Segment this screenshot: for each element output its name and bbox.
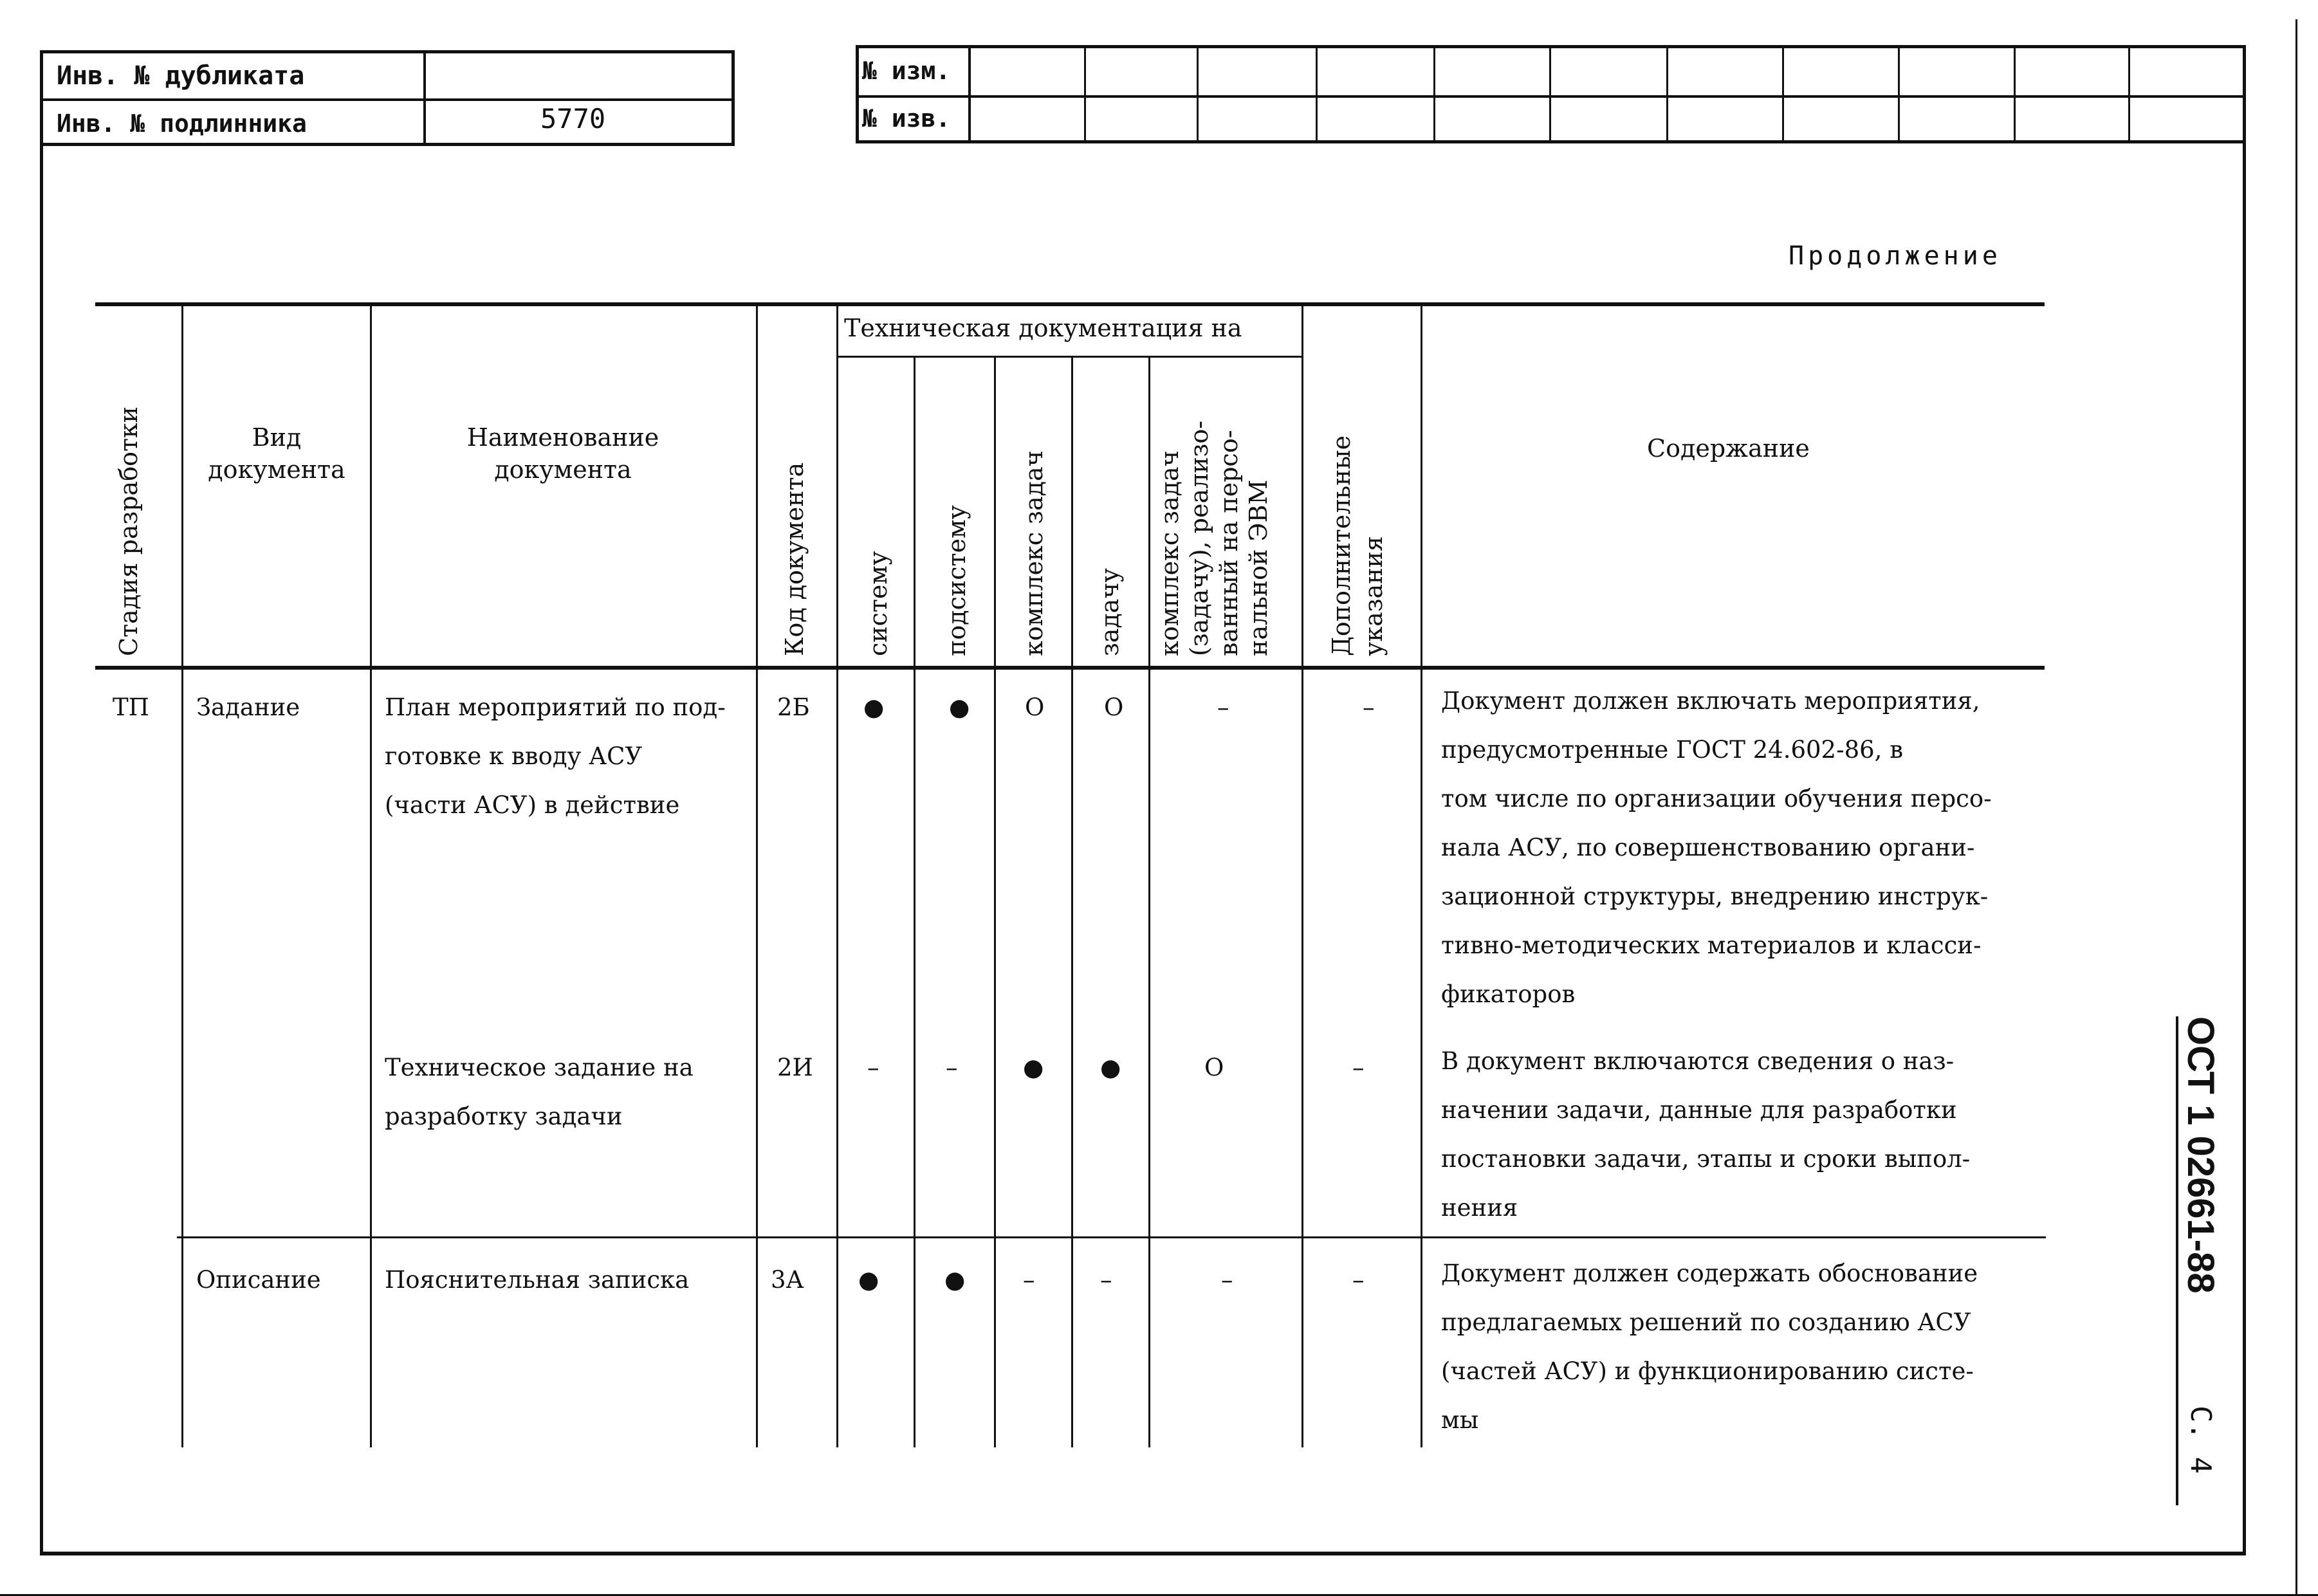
- col-line-subsys: [994, 356, 996, 1447]
- stamp-border-bot: [40, 143, 735, 146]
- rev-grid-col: [2014, 45, 2016, 143]
- rev-grid-col: [1084, 45, 1086, 143]
- rev-izm-label: № изм.: [862, 57, 951, 85]
- row1-code: 2Б: [777, 693, 810, 721]
- row2-content-4: нения: [1441, 1194, 1518, 1222]
- rev-grid-col: [1782, 45, 1784, 143]
- col-line-type: [370, 302, 372, 1447]
- row1-content-4: нала АСУ, по совершенствованию органи-: [1441, 834, 1975, 861]
- row3-type: Описание: [196, 1266, 321, 1294]
- row2-content-3: постановки задачи, этапы и сроки выпол-: [1441, 1145, 1971, 1173]
- stamp-border-mid: [40, 98, 735, 101]
- row1-name-1: План мероприятий по под-: [385, 693, 726, 721]
- row3-mark-subsys: ●: [944, 1266, 966, 1294]
- row3-code: 3А: [771, 1266, 804, 1294]
- stamp-orig-value: 5770: [540, 103, 606, 134]
- row2-mark-pc: О: [1204, 1054, 1224, 1081]
- col-line-sys: [914, 356, 915, 1447]
- row2-code: 2И: [777, 1054, 813, 1081]
- header-content: Содержание: [1647, 434, 1810, 463]
- row2-mark-task: ●: [1100, 1054, 1121, 1081]
- col-line-pc: [1302, 302, 1303, 1447]
- page-number: С. 4: [2184, 1406, 2217, 1474]
- header-subsys: подсистему: [943, 505, 971, 656]
- rev-grid-col: [1316, 45, 1318, 143]
- stamp-border-left: [40, 50, 43, 145]
- row2-extra: –: [1352, 1054, 1365, 1081]
- row1-content-5: зационной структуры, внедрению инструк-: [1441, 883, 1989, 910]
- rev-grid-col: [2128, 45, 2130, 143]
- row1-content-2: предусмотренные ГОСТ 24.602-86, в: [1441, 736, 1904, 764]
- row1-content-6: тивно-методических материалов и класси-: [1441, 931, 1982, 959]
- rev-grid-col: [1433, 45, 1435, 143]
- row1-name-3: (части АСУ) в действие: [385, 791, 680, 819]
- rev-grid-col: [1197, 45, 1199, 143]
- header-stage: Стадия разработки: [115, 406, 143, 656]
- row1-name-2: готовке к вводу АСУ: [385, 742, 643, 770]
- row1-mark-sys: ●: [863, 693, 885, 721]
- header-complex: комплекс задач: [1020, 450, 1048, 656]
- row1-mark-task: О: [1104, 693, 1124, 721]
- frame-left: [40, 143, 43, 1555]
- row3-content-1: Документ должен содержать обоснование: [1441, 1260, 1978, 1287]
- row2-content-2: начении задачи, данные для разработки: [1441, 1096, 1957, 1124]
- stamp-border-right: [731, 50, 735, 145]
- page-edge-right: [2295, 19, 2297, 1594]
- rev-grid-right: [2243, 45, 2246, 143]
- row3-mark-pc: –: [1221, 1266, 1233, 1294]
- row2-name-1: Техническое задание на: [385, 1054, 694, 1081]
- rev-izv-label: № изв.: [862, 104, 951, 133]
- continuation-label: Продолжение: [1789, 241, 2001, 271]
- row1-mark-subsys: ●: [949, 693, 970, 721]
- row1-content-7: фикаторов: [1441, 980, 1576, 1008]
- row-separator: [177, 1236, 2046, 1238]
- row3-mark-task: –: [1100, 1266, 1112, 1294]
- row3-content-3: (частей АСУ) и функционированию систе-: [1441, 1357, 1974, 1385]
- row2-name-2: разработку задачи: [385, 1103, 623, 1130]
- row1-mark-pc: –: [1217, 693, 1229, 721]
- col-line-name: [756, 302, 758, 1447]
- col-line-task: [1148, 356, 1150, 1447]
- row2-mark-subsys: –: [946, 1054, 958, 1081]
- header-pc: комплекс задач (задачу), реализо-ванный на персо-нальной ЭВМ: [1155, 420, 1273, 656]
- header-doc-name: Наименование документа: [466, 423, 659, 484]
- row2-mark-complex: ●: [1023, 1054, 1044, 1081]
- standard-designation: ОСТ 1 02661-88: [2180, 1016, 2221, 1294]
- row1-extra: –: [1363, 693, 1375, 721]
- row1-type: Задание: [196, 693, 300, 721]
- row3-name-1: Пояснительная записка: [385, 1266, 690, 1294]
- header-extra: Дополнительные указания: [1327, 435, 1388, 656]
- header-bottom-rule: [95, 666, 2045, 670]
- row3-mark-sys: ●: [858, 1266, 879, 1294]
- col-line-code: [836, 302, 838, 1447]
- stamp-border-top: [40, 50, 735, 53]
- frame-bottom: [40, 1552, 2246, 1555]
- rev-grid-label-divider: [968, 45, 971, 143]
- row1-mark-complex: О: [1025, 693, 1045, 721]
- tech-group-rule: [836, 356, 1303, 358]
- col-line-stage: [181, 302, 183, 1447]
- row2-content-1: В документ включаются сведения о наз-: [1441, 1047, 1955, 1075]
- frame-right: [2243, 140, 2246, 1555]
- header-doc-type: Вид документа: [208, 423, 345, 484]
- rev-grid-col: [1666, 45, 1668, 143]
- header-sys: систему: [864, 551, 892, 656]
- row3-extra: –: [1352, 1266, 1365, 1294]
- row1-stage: ТП: [113, 693, 149, 721]
- rev-grid-col: [1549, 45, 1551, 143]
- row3-content-2: предлагаемых решений по созданию АСУ: [1441, 1308, 1971, 1336]
- stamp-orig-label: Инв. № подлинника: [57, 109, 307, 138]
- row1-content-3: том числе по организации обучения персо-: [1441, 785, 1992, 812]
- stamp-divider: [423, 50, 426, 145]
- stamp-dup-label: Инв. № дубликата: [57, 61, 305, 91]
- header-tech-group: Техническая документация на: [844, 314, 1242, 342]
- table-top-rule: [95, 302, 2045, 306]
- row3-content-4: мы: [1441, 1406, 1479, 1434]
- row2-mark-sys: –: [867, 1054, 879, 1081]
- rev-grid-col: [1898, 45, 1900, 143]
- row3-mark-complex: –: [1023, 1266, 1035, 1294]
- col-line-extra: [1421, 302, 1422, 1447]
- header-doc-code: Код документа: [780, 462, 809, 656]
- row1-content-1: Документ должен включать мероприятия,: [1441, 687, 1980, 715]
- col-line-complex: [1071, 356, 1073, 1447]
- rev-grid-left: [856, 45, 859, 143]
- header-task: задачу: [1096, 568, 1124, 656]
